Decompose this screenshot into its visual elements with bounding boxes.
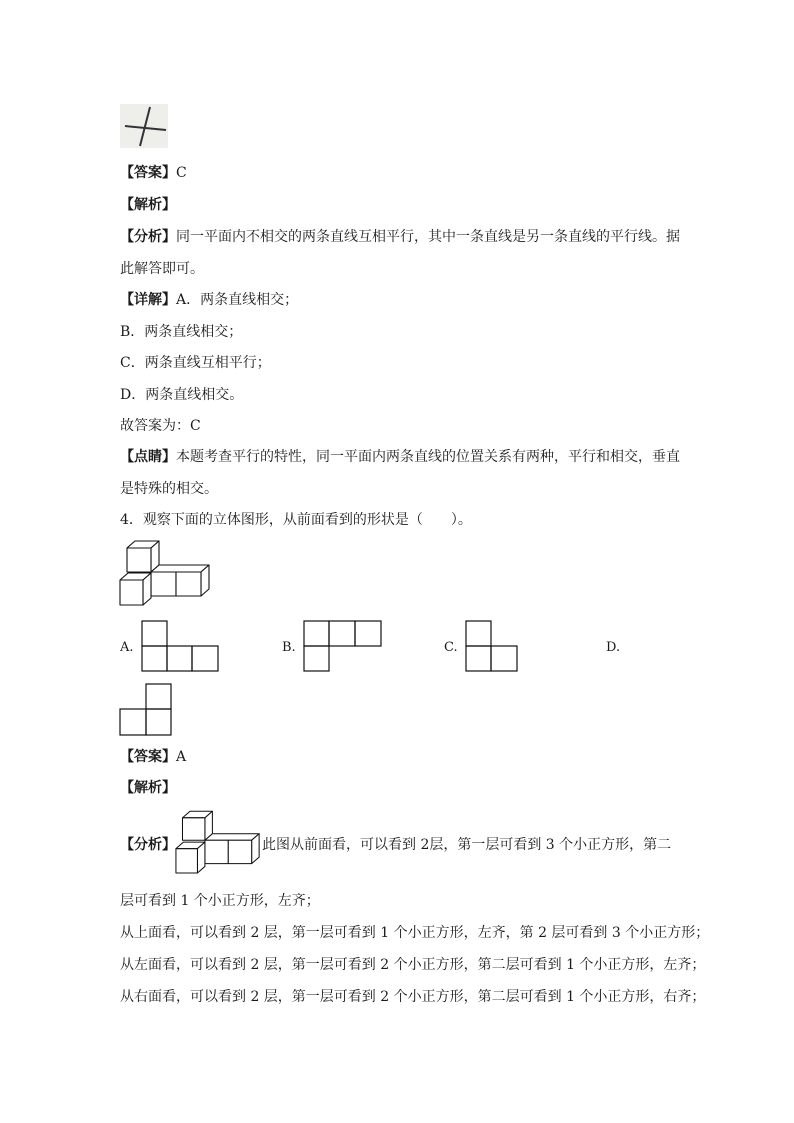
xiangjie-label: 【详解】 [120, 292, 176, 308]
dianjing-line-1 [120, 447, 680, 467]
analysis-heading-2: 【解析】 [120, 780, 176, 796]
option-d-label: D. [606, 640, 621, 655]
fenxi-line-2: 此解答即可。 [120, 261, 204, 277]
xiangjie-line-a [120, 290, 298, 310]
answer-label-2: 【答案】 [120, 749, 176, 765]
fenxi-label: 【分析】 [120, 229, 176, 245]
fenxi-line-1 [120, 227, 680, 247]
option-c-figure [465, 620, 519, 673]
option-b-figure [303, 620, 383, 673]
answer-value: C [176, 165, 187, 181]
xiangjie-line-b: B．两条直线相交； [120, 324, 243, 340]
fenxi2-label: 【分析】 [120, 837, 176, 853]
dianjing-text: 本题考查平行的特性，同一平面内两条直线的位置关系有两种，平行和相交，垂直 [176, 449, 680, 465]
fenxi2-line-2: 层可看到 1 个小正方形，左齐； [120, 893, 320, 909]
fenxi2-line-5: 从右面看，可以看到 2 层，第一层可看到 2 个小正方形，第二层可看到 1 个小正方形，右齐； [120, 989, 706, 1005]
analysis-heading-1: 【解析】 [120, 197, 176, 213]
answer-value-2: A [176, 749, 187, 765]
fenxi-text: 同一平面内不相交的两条直线互相平行，其中一条直线是另一条直线的平行线。据 [176, 229, 680, 245]
fenxi2-line-4: 从左面看，可以看到 2 层，第一层可看到 2 个小正方形，第二层可看到 1 个小正方形，左齐； [120, 957, 706, 973]
question-4: 4．观察下面的立体图形，从前面看到的形状是（ ）。 [120, 512, 472, 528]
xiangjie-line-d: D．两条直线相交。 [120, 387, 244, 403]
cube-figure [119, 540, 211, 608]
answer-line-2 [120, 747, 186, 767]
option-a-label: A. [120, 640, 134, 655]
option-b-label: B. [282, 640, 296, 655]
fenxi2-label-line [120, 835, 176, 855]
xiangjie-line-c: C．两条直线互相平行； [120, 355, 271, 371]
intersecting-lines-image [120, 104, 170, 148]
conclusion-line: 故答案为：C [120, 418, 201, 434]
analysis-cube-figure [175, 810, 261, 878]
xiangjie-text-a: A．两条直线相交； [176, 292, 299, 308]
option-c-label: C. [444, 640, 458, 655]
fenxi2-line-1: 此图从前面看，可以看到 2层，第一层可看到 3 个小正方形，第二 [262, 837, 672, 853]
fenxi2-line-3: 从上面看，可以看到 2 层，第一层可看到 1 个小正方形，左齐，第 2 层可看到 3 个小正方形； [120, 925, 710, 941]
dianjing-label: 【点睛】 [120, 449, 176, 465]
answer-label: 【答案】 [120, 165, 176, 181]
answer-line-1 [120, 163, 187, 183]
option-a-figure [141, 620, 220, 673]
option-d-figure [119, 683, 173, 737]
dianjing-line-2: 是特殊的相交。 [120, 481, 218, 497]
